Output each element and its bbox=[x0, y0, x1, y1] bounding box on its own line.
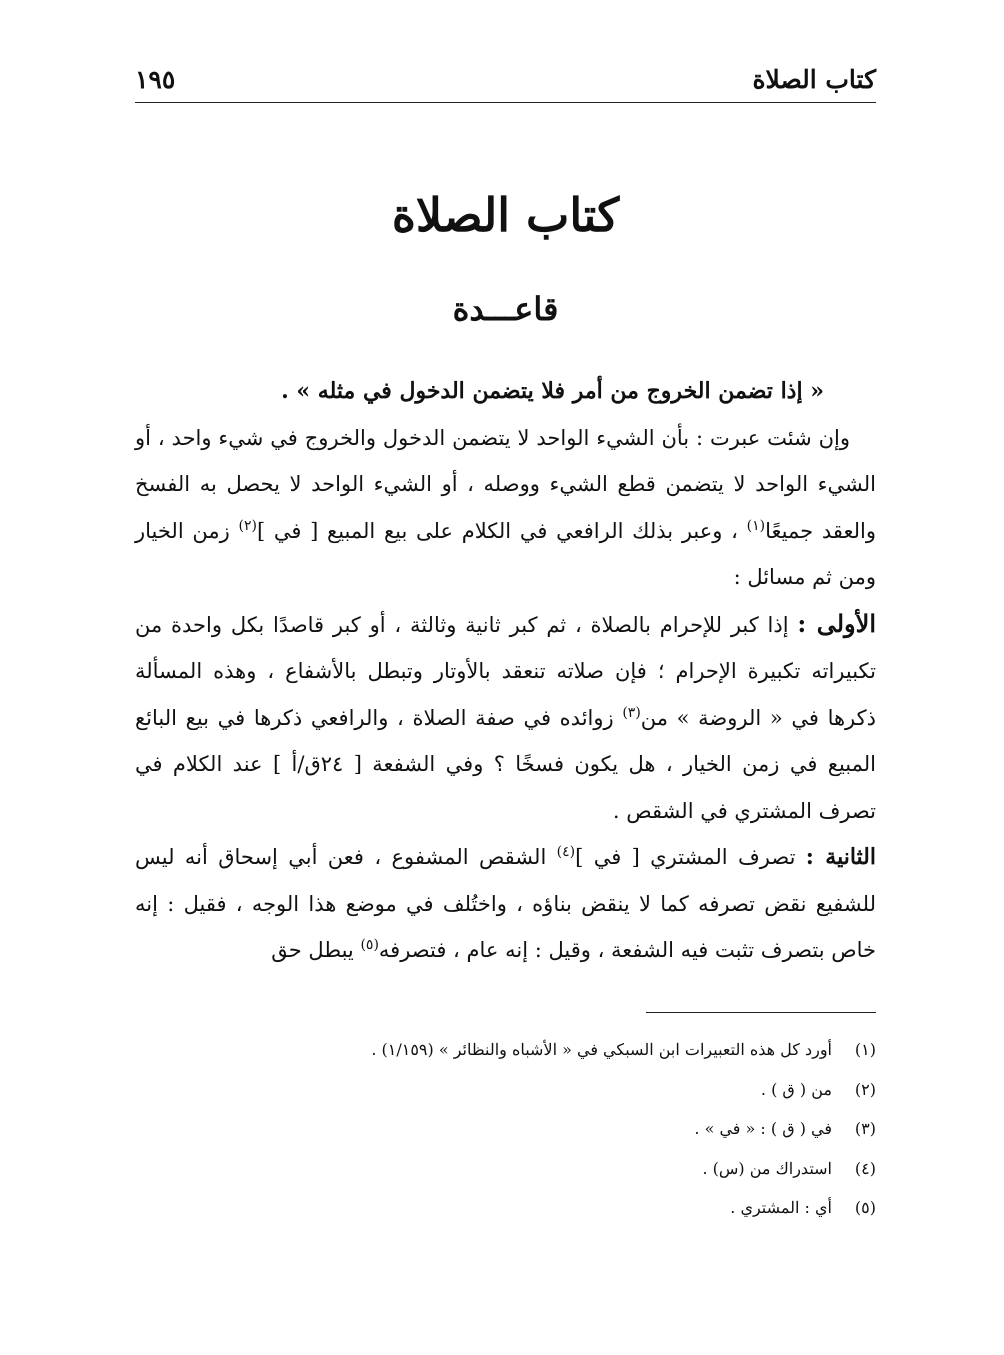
footnote-ref-3[interactable]: (٣) bbox=[622, 704, 641, 721]
first-label: الأولى : bbox=[797, 608, 876, 638]
second-text-c: يبطل حق bbox=[271, 938, 361, 962]
running-header bbox=[135, 58, 876, 103]
footnote-text: في ( ق ) : « في » . bbox=[694, 1119, 832, 1138]
paragraph-first bbox=[135, 601, 876, 835]
footnote-item bbox=[135, 1030, 876, 1070]
paragraph-intro-text-a: وإن شئت عبرت : بأن الشيء الواحد لا يتضمن الدخول والخروج في شيء واحد ، أو الشيء الواحد لا يتضمن قطع الشيء ووصله ، أو الشيء الواحد لا يحصل به الفسخ والعقد جميعًا bbox=[135, 425, 876, 543]
footnote-number: (١) bbox=[854, 1040, 876, 1059]
first-text-a: إذا كبر للإحرام بالصلاة ، ثم كبر ثانية وثالثة ، أو كبر قاصدًا بكل واحدة من تكبيراته تكبيرة الإحرام ؛ فإن صلاته تنعقد بالأوتار وتبطل بالأشفاع ، وهذه المسألة ذكرها في « الروضة » من bbox=[135, 612, 876, 730]
footnote-number: (٤) bbox=[854, 1158, 876, 1178]
section-title: قاعـــدة bbox=[452, 290, 559, 328]
running-title: كتاب الصلاة bbox=[752, 65, 876, 94]
second-text-b: الشقص المشفوع ، فعن أبي إسحاق أنه ليس للشفيع نقض تصرفه كما لا ينقض بناؤه ، واختُلف في موضع هذا الوجه ، فقيل : إنه خاص بتصرف تثبت فيه الشفعة ، وقيل : إنه عام ، فتصرفه bbox=[135, 845, 876, 962]
first-text-b: زوائده في صفة الصلاة ، والرافعي ذكرها في بيع البائع المبيع في زمن الخيار ، هل يكون فسخًا ؟ وفي الشفعة [ ٢٤ق/أ ] عند الكلام في تصرف المشتري في الشقص . bbox=[135, 705, 876, 823]
footnote-number: (٥) bbox=[854, 1198, 876, 1217]
footnote-ref-1[interactable]: (١) bbox=[746, 517, 766, 534]
footnote-item bbox=[135, 1070, 876, 1110]
footnote-item bbox=[135, 1109, 876, 1149]
paragraph-intro bbox=[135, 415, 876, 601]
footnote-ref-5[interactable]: (٥) bbox=[360, 937, 379, 953]
footnotes bbox=[135, 1030, 876, 1228]
footnote-text: استدراك من (س) . bbox=[702, 1158, 832, 1178]
footnote-ref-4[interactable]: (٤) bbox=[556, 844, 576, 860]
footnote-text: من ( ق ) . bbox=[760, 1079, 832, 1099]
chapter-title: كتاب الصلاة bbox=[391, 188, 620, 242]
footnote-text: أورد كل هذه التعبيرات ابن السبكي في « الأشباه والنظائر » (١/١٥٩) . bbox=[371, 1040, 832, 1059]
second-label: الثانية : bbox=[805, 844, 876, 870]
page-number: ١٩٥ bbox=[135, 65, 176, 94]
footnote-item bbox=[135, 1188, 876, 1228]
main-text bbox=[135, 368, 876, 974]
paragraph-second bbox=[135, 834, 876, 974]
footnote-divider bbox=[646, 1012, 876, 1013]
paragraph-intro-text-b: ، وعبر بذلك الرافعي في الكلام على بيع المبيع [ في ] bbox=[256, 518, 747, 543]
footnote-item bbox=[135, 1149, 876, 1189]
paragraph-intro-text-c: زمن الخيار ومن ثم مسائل : bbox=[135, 518, 876, 589]
footnote-number: (٢) bbox=[854, 1079, 876, 1099]
second-text-a: تصرف المشتري [ في ] bbox=[575, 845, 806, 869]
rule-statement: « إذا تضمن الخروج من أمر فلا يتضمن الدخول في مثله » . bbox=[281, 378, 824, 404]
footnote-ref-2[interactable]: (٢) bbox=[238, 517, 257, 534]
footnote-number: (٣) bbox=[854, 1119, 876, 1138]
footnote-text: أي : المشتري . bbox=[730, 1198, 832, 1217]
